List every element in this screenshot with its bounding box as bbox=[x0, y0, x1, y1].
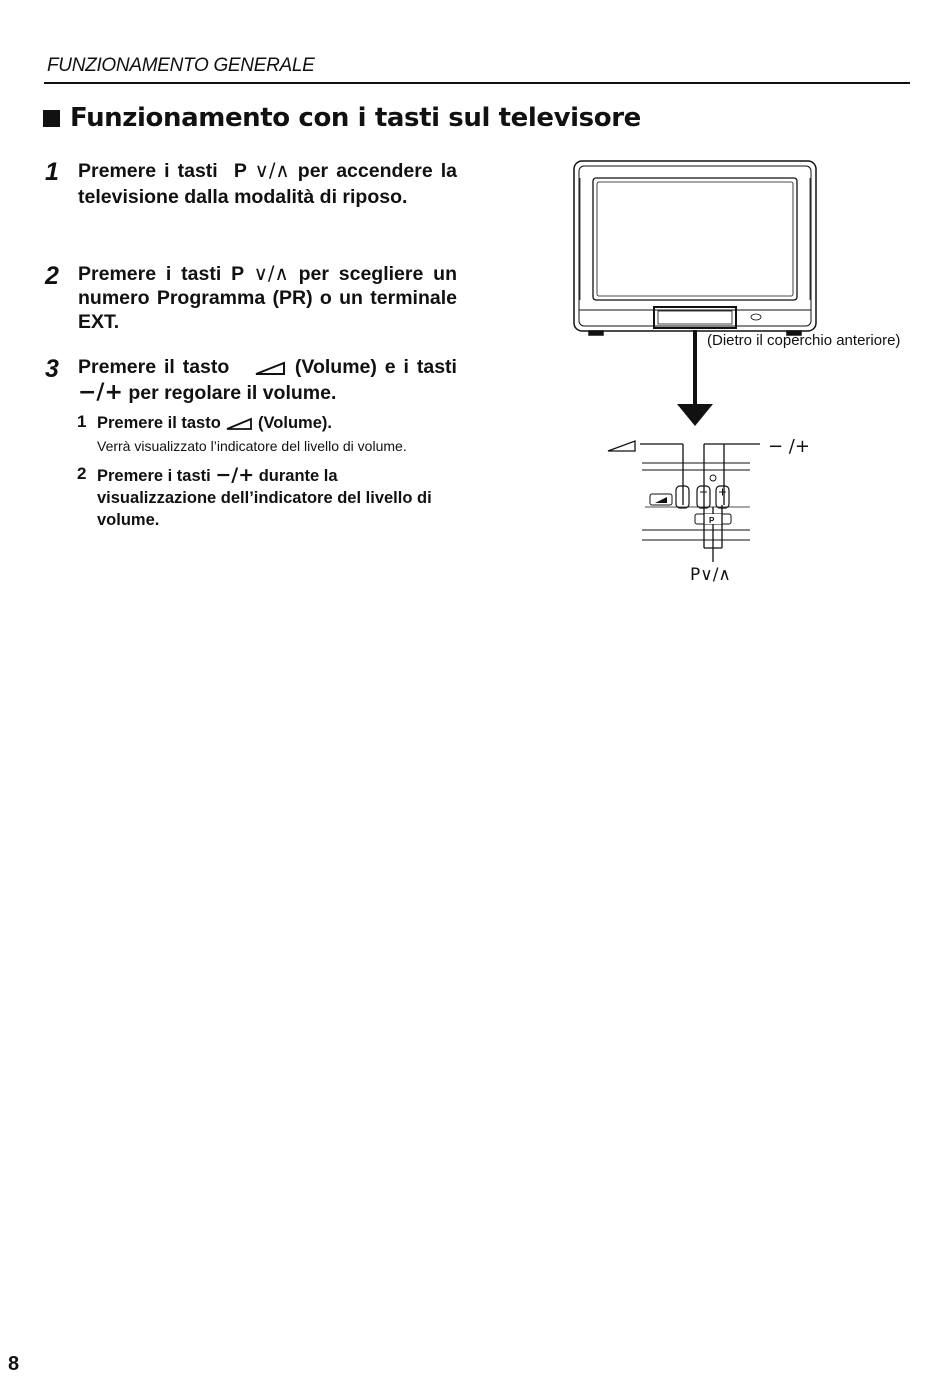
substep-note: Verrà visualizzato l’indicatore del livello di volume. bbox=[97, 438, 407, 454]
power-symbol-icon bbox=[710, 475, 716, 481]
substep-text: Premere il tasto (Volume). bbox=[97, 414, 332, 432]
section-header: FUNZIONAMENTO GENERALE bbox=[47, 55, 315, 76]
step-number: 1 bbox=[45, 158, 59, 186]
program-label: P∨/∧ bbox=[690, 565, 731, 585]
step-2 bbox=[45, 262, 457, 334]
step-text: Premere i tasti P ∨/∧ per scegliere un numero Programma (PR) o un terminale EXT. bbox=[78, 262, 457, 333]
page-title-text: Funzionamento con i tasti sul televisore bbox=[70, 103, 641, 133]
substep-text: Premere i tasti −/+ durante la visualizzazione dell’indicatore del livello di volume. bbox=[97, 464, 432, 529]
step-3 bbox=[45, 355, 457, 406]
control-panel-closeup bbox=[608, 441, 760, 562]
volume-icon bbox=[253, 360, 287, 376]
minus-plus-icon: −/+ bbox=[215, 464, 255, 486]
program-button-label: P bbox=[709, 516, 715, 525]
tv-diagram bbox=[560, 150, 920, 580]
step-1 bbox=[45, 158, 457, 210]
tv-illustration bbox=[574, 161, 816, 335]
step-number: 2 bbox=[45, 262, 59, 290]
page-title bbox=[43, 103, 641, 133]
down-arrow-icon bbox=[677, 404, 713, 426]
page-number: 8 bbox=[8, 1353, 20, 1375]
substep-1 bbox=[77, 412, 457, 454]
step-text: Premere il tasto (Volume) e i tasti −/+ per regolare il volume. bbox=[78, 356, 457, 405]
substep-2 bbox=[77, 464, 457, 531]
bullet-square-icon bbox=[43, 110, 60, 127]
program-arrows-icon: ∨/∧ bbox=[253, 262, 289, 285]
minus-plus-label: − /+ bbox=[768, 436, 810, 457]
header-divider bbox=[44, 82, 910, 84]
program-arrows-icon: ∨/∧ bbox=[254, 159, 290, 182]
step-text: Premere i tasti P ∨/∧ per accendere la televisione dalla modalità di riposo. bbox=[78, 159, 458, 208]
minus-plus-icon: −/+ bbox=[78, 380, 123, 405]
small-volume-icon bbox=[655, 497, 667, 503]
step-number: 3 bbox=[45, 355, 59, 383]
substep-number: 2 bbox=[77, 464, 87, 483]
volume-icon bbox=[225, 417, 253, 431]
substep-number: 1 bbox=[77, 412, 87, 431]
diagram-caption: (Dietro il coperchio anteriore) bbox=[707, 332, 901, 349]
volume-symbol-icon bbox=[608, 441, 635, 451]
